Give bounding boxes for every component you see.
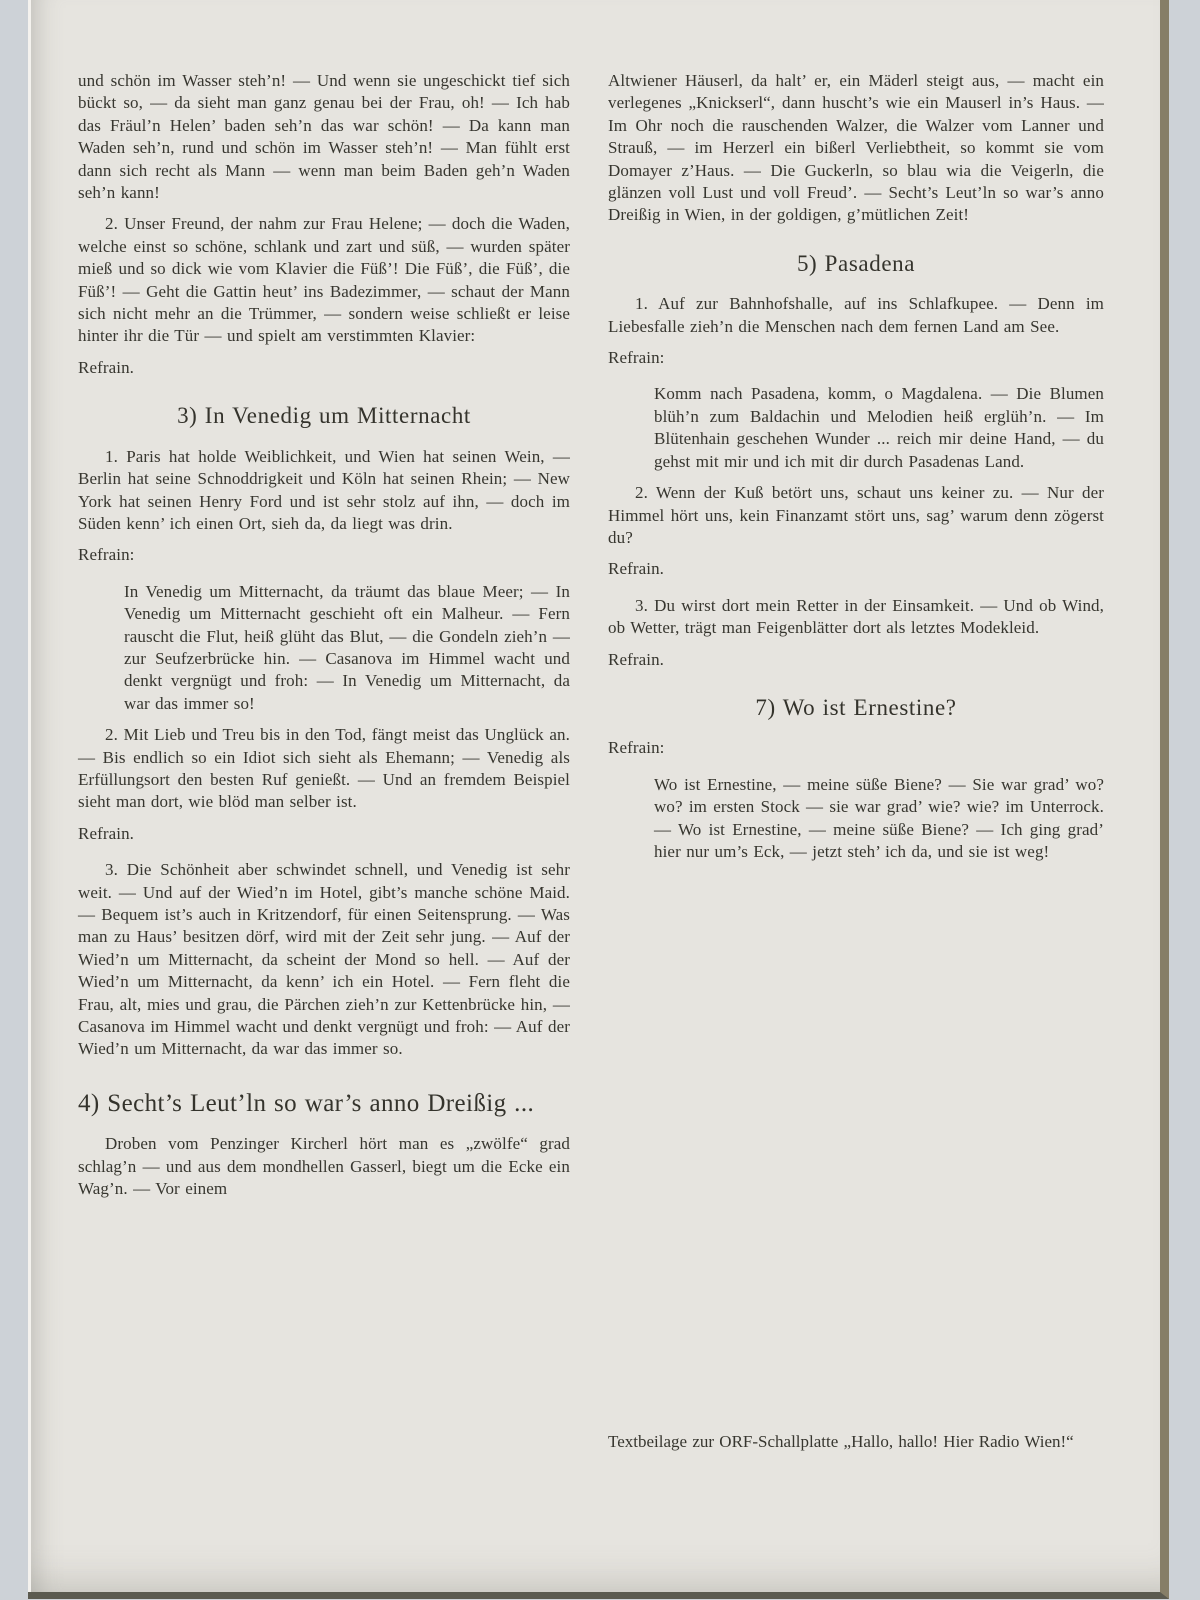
paragraph-schoenheit: 3. Die Schönheit aber schwindet schnell, und Venedig ist sehr weit. — Und auf der Wied’n im Hotel, gibt’s manche schöne Maid. — Bequem ist’s auch in Kritzendorf, für einen Seitensprung. — Was man zu Haus’ besitzen dörf, wird mit der Zeit sehr jung. — Auf der Wied’n um Mitternacht, da scheint der Mond so hell. — Auf der Wied’n um Mitternacht, da kenn’ ich ein Hotel. — Fern fleht die Frau, alt, mies und grau, die Pärchen zieh’n zur Kettenbrücke hin, — Casanova im Himmel wacht und denkt vergnügt und froh: — Auf der Wied’n um Mitternacht, da war das immer so. — [78, 860, 570, 1059]
paragraph-droben: Droben vom Penzinger Kircherl hört man es „zwölfe“ grad schlag’n — und aus dem mondhellen Gasserl, biegt um die Ecke ein Wag’n. — Vor einem — [78, 1134, 570, 1199]
refrain-label: Refrain. — [608, 559, 665, 579]
refrain-ernestine: Wo ist Ernestine, — meine süße Biene? — Sie war grad’ wo? wo? im ersten Stock — sie war grad’ wie? wie? im Unterrock. — Wo ist Ernestine, — meine süße Biene? — Ich ging grad’ hier nur um’s Eck, — jetzt steh’ ich da, und sie ist weg! — [654, 774, 1104, 861]
paragraph-altwiener: Altwiener Häuserl, da halt’ er, ein Mäderl steigt aus, — macht ein verlegenes „Knickserl“, dann huscht’s wie ein Mauserl in’s Haus. — Im Ohr noch die rauschenden Walzer, die Walzer vom Lanner und Strauß, — im Herzerl ein bißerl Verliebtheit, so kommt sie vom Domayer z’Haus. — Die Guckerln, so blau wia die Veigerln, die glänzen voll Lust und voll Freud’. — Secht’s Leut’ln so war’s anno Dreißig in Wien, in der goldigen, g’mütlichen Zeit! — [608, 71, 1104, 225]
song-heading-venedig: 3) In Venedig um Mitternacht — [177, 403, 471, 429]
song-heading-pasadena: 5) Pasadena — [796, 250, 916, 276]
refrain-pasadena: Komm nach Pasadena, komm, o Magdalena. — Die Blumen blüh’n zum Baldachin und Melodien heiß erglüh’n. — Im Blütenhain geschehen Wunder ... reich mir deine Hand, — du gehst mit mir und ich mit dir durch Pasadenas Land. — [654, 384, 1104, 471]
refrain-label: Refrain: — [608, 348, 665, 368]
paper-sheet — [28, 0, 1169, 1599]
paragraph-retter: 3. Du wirst dort mein Retter in der Einsamkeit. — Und ob Wind, ob Wetter, trägt man Feigenblätter dort als letztes Modekleid. — [608, 595, 1104, 638]
footer-note: Textbeilage zur ORF-Schallplatte „Hallo, hallo! Hier Radio Wien!“ — [608, 1432, 1074, 1451]
song-heading-sechts: 4) Secht’s Leut’ln so war’s anno Dreißig ... — [78, 1089, 535, 1117]
song-heading-ernestine: 7) Wo ist Ernestine? — [755, 694, 957, 720]
refrain-venedig: In Venedig um Mitternacht, da träumt das blaue Meer; — In Venedig um Mitternacht geschieht oft ein Malheur. — Fern rauscht die Flut, heiß glüht das Blut, — die Gondeln zieh’n — zur Seufzerbrücke hin. — Casanova im Himmel wacht und denkt vergnügt und froh: — In Venedig um Mitternacht, da war das immer so! — [124, 581, 570, 713]
paragraph-kuss: 2. Wenn der Kuß betört uns, schaut uns keiner zu. — Nur der Himmel hört uns, kein Finanzamt stört uns, sag’ warum denn zögerst du? — [608, 483, 1104, 547]
left-column — [78, 70, 570, 1209]
refrain-label: Refrain. — [608, 649, 665, 669]
paragraph-wasser: und schön im Wasser steh’n! — Und wenn sie ungeschickt tief sich bückt so, — da sieht man ganz genau bei der Frau, oh! — Ich hab das Fräul’n Helen’ baden seh’n das war schön! — Da kann man Waden seh’n, rund und schön im Wasser steh’n! — Man fühlt erst dann sich recht als Mann — wenn man beim Baden geh’n Waden seh’n kann! — [78, 71, 570, 203]
paragraph-lieb: 2. Mit Lieb und Treu bis in den Tod, fängt meist das Unglück an. — Bis endlich so ein Idiot sich sieht als Ehemann; — Venedig als Erfüllungsort den besten Ruf genießt. — Und an fremdem Beispiel sieht man dort, wie blöd man selber ist. — [78, 725, 570, 812]
paragraph-paris: 1. Paris hat holde Weiblichkeit, und Wien hat seinen Wein, — Berlin hat seine Schnoddrigkeit und Köln hat seinen Rhein; — New York hat seinen Henry Ford und ist sehr stolz auf ihn, — doch im Süden kenn’ ich einen Ort, sieh da, da liegt was drin. — [78, 446, 570, 533]
refrain-label: Refrain. — [78, 823, 135, 843]
refrain-label: Refrain: — [78, 545, 135, 565]
refrain-label: Refrain: — [608, 738, 665, 758]
paragraph-bahnhof: 1. Auf zur Bahnhofshalle, auf ins Schlafkupee. — Denn im Liebesfalle zieh’n die Menschen nach dem fernen Land am See. — [608, 294, 1104, 336]
right-column — [608, 70, 1104, 872]
paragraph-freund: 2. Unser Freund, der nahm zur Frau Helene; — doch die Waden, welche einst so schöne, schlank und zart und süß, — wurden später mieß und so dick wie vom Klavier die Füß’! Die Füß’, die Füß’, die Füß’! — Geht die Gattin heut’ ins Badezimmer, — schaut der Mann sich nicht mehr an die Trümmer, — sondern weise schließt er leise hinter ihr die Tür — und spielt am verstimmten Klavier: — [78, 214, 570, 346]
refrain-label: Refrain. — [78, 357, 135, 377]
